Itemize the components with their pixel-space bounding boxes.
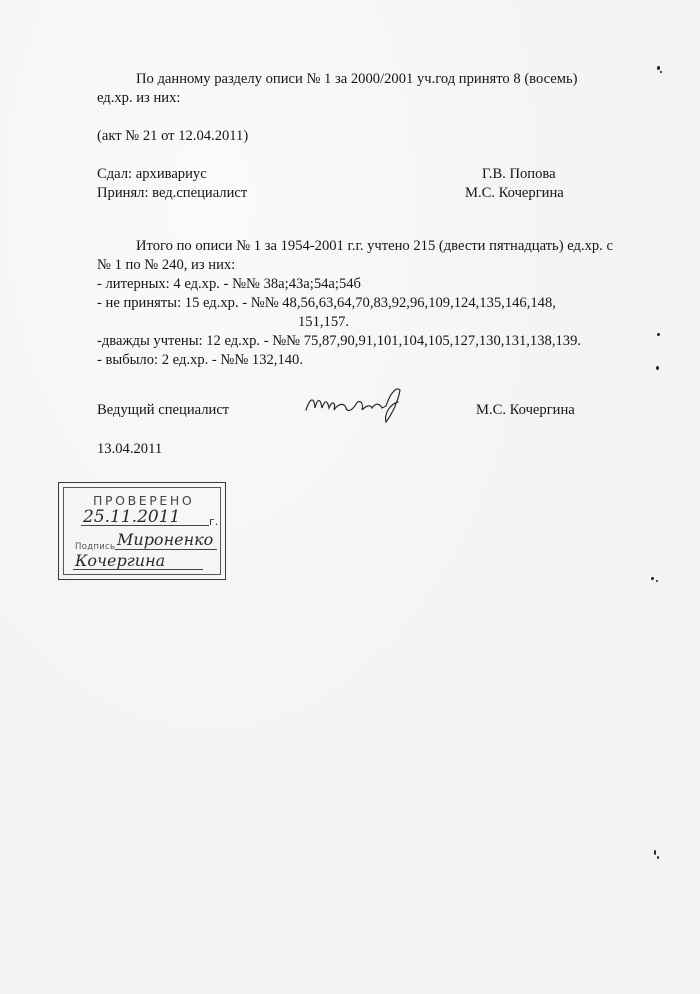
scan-speck xyxy=(654,850,656,855)
double-counted-items: -дважды учтены: 12 ед.хр. - №№ 75,87,90,91,101,104,105,127,130,131,138,139. xyxy=(97,333,582,349)
removed-items: - выбыло: 2 ед.хр. - №№ 132,140. xyxy=(97,352,303,368)
scan-speck xyxy=(656,580,658,582)
not-accepted-continuation: 151,157. xyxy=(298,314,350,330)
scan-speck xyxy=(657,66,660,70)
handwritten-signature xyxy=(300,380,420,430)
handed-over-name: Г.В. Попова xyxy=(482,166,556,182)
stamp-name-2-text: Кочергина xyxy=(75,551,166,570)
signoff-date: 13.04.2011 xyxy=(97,441,163,457)
stamp-year-suffix: г. xyxy=(209,515,219,528)
signatory-position: Ведущий специалист xyxy=(97,402,230,418)
stamp-sign-label: Подпись xyxy=(75,542,116,552)
stamp-title: ПРОВЕРЕНО xyxy=(93,493,195,508)
summary-line-2: № 1 по № 240, из них: xyxy=(97,257,236,273)
stamp-date-text: 25.11.2011 xyxy=(83,507,181,527)
received-name: М.С. Кочергина xyxy=(465,185,564,201)
scan-speck xyxy=(657,333,660,336)
literal-items: - литерных: 4 ед.хр. - №№ 38а;43а;54а;54б xyxy=(97,276,361,292)
verification-stamp xyxy=(58,482,226,580)
acceptance-line-2: ед.хр. из них: xyxy=(97,90,181,106)
act-reference: (акт № 21 от 12.04.2011) xyxy=(97,128,249,144)
scan-speck xyxy=(656,366,659,370)
stamp-name-1-text: Мироненко xyxy=(117,530,214,549)
signatory-name: М.С. Кочергина xyxy=(476,402,575,418)
not-accepted-items: - не приняты: 15 ед.хр. - №№ 48,56,63,64,70,83,92,96,109,124,135,146,148, xyxy=(97,295,556,311)
scan-speck xyxy=(657,856,659,859)
stamp-bottom-line xyxy=(73,569,203,570)
acceptance-line-1: По данному разделу описи № 1 за 2000/2001 уч.год принято 8 (восемь) xyxy=(136,71,578,87)
handed-over-label: Сдал: архивариус xyxy=(97,166,207,182)
received-label: Принял: вед.специалист xyxy=(97,185,248,201)
scan-speck xyxy=(660,71,662,73)
summary-line-1: Итого по описи № 1 за 1954-2001 г.г. учтено 215 (двести пятнадцать) ед.хр. с xyxy=(136,238,613,254)
scan-speck xyxy=(651,577,654,580)
